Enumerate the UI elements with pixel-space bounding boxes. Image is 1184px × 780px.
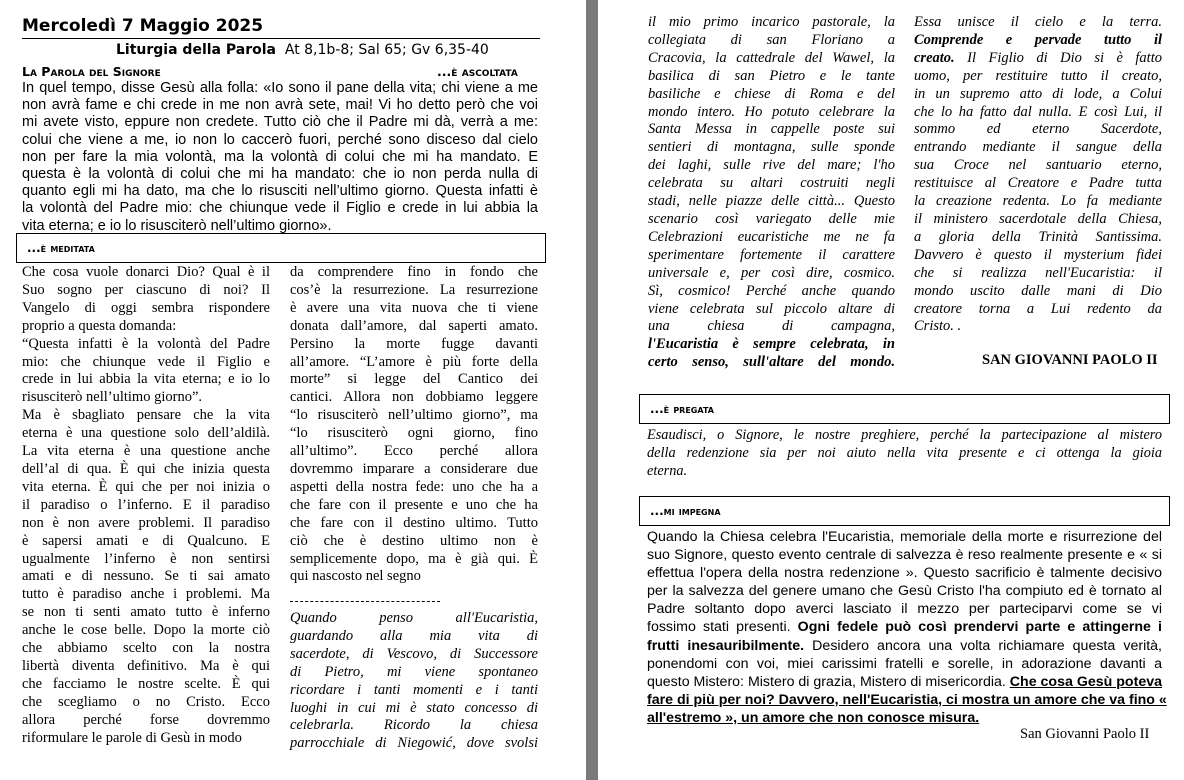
bold-phrase: frutti inesauribilmente. bbox=[647, 637, 805, 654]
meditation-line: aspetti della nostra fede: uno che ha a bbox=[290, 478, 538, 495]
gospel-line: la volontà del Padre mio: che chiunque vede il Figlio e crede in lui abbia la bbox=[22, 200, 538, 217]
meditation-line: che scegliamo o no Cristo. Ecco bbox=[22, 693, 270, 710]
underlined-phrase: all'estremo », un amore che non conosce misura. bbox=[647, 709, 980, 726]
meditation-line: allora perché forse dovremmo bbox=[22, 711, 270, 728]
meditation-line: “Questa infatti è la volontà del Padre bbox=[22, 335, 270, 352]
commitment-line bbox=[647, 691, 1167, 709]
commitment-signature: San Giovanni Paolo II bbox=[1020, 726, 1150, 742]
bold-phrase: Ogni fedele può così prendervi parte e attingerne i bbox=[797, 619, 1162, 636]
meditation-line: all’ultimo”. Ecco perché allora bbox=[290, 443, 538, 460]
commitment-line bbox=[647, 655, 1162, 673]
quote-line: creatore torna a Lui redento da bbox=[914, 300, 1162, 317]
meditation-line: eterna è una questione solo dell’aldilà. bbox=[22, 425, 270, 442]
meditation-line: che fare con il presente e uno che ha bbox=[290, 496, 538, 513]
gospel-line: vita eterna; e io lo risusciterò nell’ultimo giorno». bbox=[22, 217, 332, 234]
quote-line: Santa Messa in cappelle poste sui bbox=[648, 121, 895, 138]
quote-line: che si realizza nell'Eucaristia: il bbox=[914, 264, 1162, 281]
quote-line: in un supremo atto di lode, a Colui bbox=[914, 85, 1162, 102]
meditation-line: è avere una vita nuova che ti viene bbox=[290, 299, 538, 316]
meditation-line: il paradiso o l’inferno. E il paradiso bbox=[22, 496, 270, 513]
commitment-line bbox=[647, 618, 1162, 636]
meditation-line: “lo risusciterò ogni giorno, fino bbox=[290, 425, 538, 442]
quote-line: luoghi in cui mi è stato concesso di bbox=[290, 699, 538, 716]
meditation-line: anche le cose belle. Dopo la morte ciò bbox=[22, 622, 270, 639]
quote-line: la creazione redenta. Lo fa mediante bbox=[914, 193, 1162, 210]
pregata-label: ...è pregata bbox=[650, 402, 714, 416]
meditation-line: dovremmo imparare a considerare due bbox=[290, 460, 538, 477]
commitment-line bbox=[647, 637, 1162, 655]
quote-line: mondo uscito dalle mani di Dio bbox=[914, 282, 1162, 299]
quote-final-column bbox=[914, 14, 1162, 336]
meditation-line: proprio a questa domanda: bbox=[22, 317, 177, 334]
quote-line: Celebrazioni eucaristiche me ne fa bbox=[648, 228, 895, 245]
date-rule bbox=[22, 38, 540, 39]
meditation-line: se non ti senti amato tutto è inferno bbox=[22, 604, 270, 621]
quote-line: guardando alla mia vita di bbox=[290, 627, 538, 644]
quote-line: mondo intero. Ho potuto celebrare la bbox=[648, 103, 895, 120]
phrase: Padre soltanto dopo averci lasciato il mezzo per parteciparvi come se vi bbox=[647, 601, 1162, 618]
readings-reference: At 8,1b-8; Sal 65; Gv 6,35-40 bbox=[284, 42, 489, 58]
meditation-line: Suo sogno per ciascuno di noi? Il bbox=[22, 281, 270, 298]
gospel-line: quanto egli mi ha dato, ma che lo risusciti nell’ultimo giorno. Questa infatti è bbox=[22, 183, 538, 200]
quote-line: restituisce al Creatore e Padre tutta bbox=[914, 175, 1162, 192]
quote-line: a gloria della Trinità Santissima. bbox=[914, 228, 1162, 245]
meditation-line: cantici. Allora non dobbiamo leggere bbox=[290, 389, 538, 406]
quote-line: basiliche e chiese di Roma e del bbox=[648, 85, 895, 102]
quote-line: che lo ha fatto dal nulla. E così Lui, il bbox=[914, 103, 1162, 120]
quote-line: una chiesa di campagna, bbox=[648, 318, 895, 335]
quote-line: scenario così variegato delle mie bbox=[648, 210, 895, 227]
meditation-line: da comprendere fino in fondo che bbox=[290, 264, 538, 280]
meditation-line: amati e di nessuno. Se ti sai amato bbox=[22, 568, 270, 585]
quote-line: certo senso, sull'altare del mondo. bbox=[648, 354, 895, 371]
quote-line: collegiata di san Floriano a bbox=[648, 31, 895, 48]
commitment-line bbox=[647, 673, 1162, 691]
meditation-line: mio: che chiunque vede il Figlio e bbox=[22, 353, 270, 370]
meditation-line: morte” si legge del Cantico dei bbox=[290, 371, 538, 388]
meditation-line: vita eterna. È qui che per noi inizia o bbox=[22, 478, 270, 495]
gospel-line: non avrà fame e chi crede in me non avrà sete, mai! Vi ho detto però che voi bbox=[22, 97, 538, 114]
meditation-line: Vangelo di oggi sembra rispondere bbox=[22, 299, 270, 316]
meditation-line: donata dall’amore, dal saperti amato. bbox=[290, 317, 538, 334]
commitment-line bbox=[647, 546, 1162, 564]
quote-line: ricordare i tanti momenti e i tanti bbox=[290, 681, 538, 698]
impegna-label: ...mi impegna bbox=[650, 504, 721, 518]
quote-line: entrando mediante il sangue della bbox=[914, 139, 1162, 156]
bold-phrase: creato. bbox=[914, 49, 955, 66]
quote-column bbox=[290, 610, 538, 753]
date-heading: Mercoledì 7 Maggio 2025 bbox=[22, 16, 264, 36]
phrase: ponendomi con voi, miei carissimi fratelli e sorelle, in adorazione davanti a bbox=[647, 655, 1162, 672]
meditation-line: Persino la morte fugge davanti bbox=[290, 335, 538, 352]
phrase: suo Signore, questo evento centrale di salvezza è reso realmente presente e « si bbox=[647, 547, 1162, 564]
gospel-line: non per fare la mia volontà, ma la volontà di colui che mi ha mandato. E bbox=[22, 148, 538, 165]
phrase: fossimo stati presenti. bbox=[647, 619, 798, 636]
gospel-text bbox=[22, 80, 538, 235]
phrase: effettua l'opera della nostra redenzione ». Questo sacrificio è talmente decisivo bbox=[647, 565, 1162, 582]
quote-continuation-column bbox=[648, 14, 895, 372]
quote-separator bbox=[290, 601, 440, 602]
left-page bbox=[0, 0, 586, 780]
quote-line: dei laghi, sulle rive del mare; l'ho bbox=[648, 157, 895, 174]
quote-line: Cristo. . bbox=[914, 318, 962, 335]
quote-line: Quando penso all'Eucaristia, bbox=[290, 610, 538, 626]
meditation-line: riformulare le parole di Gesù in modo bbox=[22, 729, 242, 746]
meditation-line: Che cosa vuole donarci Dio? Qual è il bbox=[22, 264, 270, 280]
commitment-line bbox=[647, 600, 1162, 618]
meditation-line: ugualmente l’inferno è non sentirsi bbox=[22, 550, 270, 567]
gospel-line: questa è la volontà di colui che mi ha mandato: che io non perda nulla di bbox=[22, 166, 538, 183]
quote-line: celebrarla. Ricordo la chiesa bbox=[290, 717, 538, 734]
meditation-line: libertà diventa definitivo. Ma è qui bbox=[22, 657, 270, 674]
quote-line: stadi, nelle piazze delle città... Questo bbox=[648, 193, 895, 210]
underlined-phrase: fare di più per noi? Davvero, nell'Eucaristia, ci mostra un amore che va fino « bbox=[647, 691, 1167, 708]
phrase: Il Figlio di Dio si è fatto bbox=[954, 49, 1162, 66]
meditation-line: non è non avere problemi. Il paradiso bbox=[22, 514, 270, 531]
quote-line: sentieri di montagna, sulle sponde bbox=[648, 139, 895, 156]
gospel-line: colui che viene a me, io non lo caccerò fuori, perché sono disceso dal cielo bbox=[22, 131, 538, 148]
quote-line: il ministero sacerdotale della Chiesa, bbox=[914, 210, 1162, 227]
phrase: Desidero ancora una volta richiamare questa verità, bbox=[804, 637, 1162, 654]
quote-line: sommo ed eterno Sacerdote, bbox=[914, 121, 1162, 138]
pregata-box bbox=[639, 394, 1170, 424]
meditation-line: tutto è paradiso anche i problemi. Ma bbox=[22, 586, 270, 603]
quote-line: universale e, per così dire, cosmico. bbox=[648, 264, 895, 281]
meditation-line: “lo risusciterò nell’ultimo giorno”, ma bbox=[290, 407, 538, 424]
prayer-line: della redenzione sia per noi aiuto nella vita presente e ci ottenga la gioia bbox=[647, 445, 1162, 462]
quote-line: parrocchiale di Niegowić, dove svolsi bbox=[290, 735, 538, 752]
bold-phrase: Comprende e pervade tutto il bbox=[914, 31, 1162, 48]
quote-line: sperimentare fortemente il carattere bbox=[648, 246, 895, 263]
quote-line: di Pietro, mi viene spontaneo bbox=[290, 663, 538, 680]
quote-line: viene celebrata sul piccolo altare di bbox=[648, 300, 895, 317]
quote-line: celebrata su altari costruiti negli bbox=[648, 175, 895, 192]
quote-line: basilica di san Pietro e le tante bbox=[648, 67, 895, 84]
prayer-text bbox=[647, 426, 1162, 481]
meditation-line: Ma è sbagliato pensare che la vita bbox=[22, 407, 270, 424]
meditation-line: dell’al di qua. È qui che inizia questa bbox=[22, 460, 270, 477]
meditata-label: ...è meditata bbox=[27, 241, 95, 255]
meditation-column-1 bbox=[22, 264, 270, 747]
commitment-line bbox=[647, 709, 1162, 727]
phrase: questo Mistero: Mistero di grazia, Mistero di misericordia. bbox=[647, 673, 1010, 690]
quote-line: l'Eucaristia è sempre celebrata, in bbox=[648, 336, 895, 353]
commitment-text bbox=[647, 528, 1167, 727]
underlined-phrase: Che cosa Gesù poteva bbox=[1009, 673, 1162, 690]
meditation-line: ciò che è destino ultimo non è bbox=[290, 532, 538, 549]
impegna-box bbox=[639, 496, 1170, 526]
phrase: Quando la Chiesa celebra l'Eucaristia, memoriale della morte e risurrezione del bbox=[647, 529, 1162, 545]
meditation-line: qui nascosto nel segno bbox=[290, 568, 421, 585]
quote-line bbox=[914, 50, 1162, 68]
gospel-line: In quel tempo, disse Gesù alla folla: «Io sono il pane della vita; chi viene a me bbox=[22, 80, 538, 96]
quote-signature: SAN GIOVANNI PAOLO II bbox=[982, 352, 1158, 368]
meditation-line: semplicemente dopo, ma è già qui. È bbox=[290, 550, 538, 567]
quote-line: Essa unisce il cielo e la terra. bbox=[914, 14, 1162, 30]
quote-line: sua Croce nel santuario eterno, bbox=[914, 157, 1162, 174]
right-page bbox=[598, 0, 1184, 780]
page-gutter bbox=[586, 0, 598, 780]
parola-label: La Parola del Signore bbox=[22, 64, 161, 79]
ascoltata-label: ...è ascoltata bbox=[437, 64, 518, 79]
quote-line: Sì, cosmico! Perché anche quando bbox=[648, 282, 895, 299]
meditation-line: risusciterò nell’ultimo giorno”. bbox=[22, 389, 203, 406]
phrase: per la salvezza del genere umano che Gesù Cristo l'ha compiuto ed è tornato al bbox=[647, 583, 1162, 600]
prayer-line: Esaudisci, o Signore, le nostre preghiere, perché la partecipazione al mistero bbox=[647, 427, 1162, 443]
meditation-line: è sapersi amati e di Qualcuno. E bbox=[22, 532, 270, 549]
quote-line: Cracovia, la cattedrale del Wawel, la bbox=[648, 49, 895, 66]
meditata-box bbox=[16, 233, 546, 263]
prayer-line: eterna. bbox=[647, 463, 688, 480]
quote-line: Davvero è questo il mysterium fidei bbox=[914, 246, 1162, 263]
quote-line: uomo, per restituire tutto il creato, bbox=[914, 67, 1162, 84]
commitment-line bbox=[647, 528, 1162, 546]
commitment-line bbox=[647, 564, 1162, 582]
meditation-line: La vita eterna è una questione anche bbox=[22, 443, 270, 460]
meditation-line: che fare con il destino ultimo. Tutto bbox=[290, 514, 538, 531]
meditation-column-2 bbox=[290, 264, 538, 586]
meditation-line: che abbiamo scelto con la nostra bbox=[22, 640, 270, 657]
quote-line bbox=[914, 32, 1162, 50]
meditation-line: cos’è la resurrezione. La resurrezione bbox=[290, 281, 538, 298]
liturgy-heading bbox=[116, 42, 489, 58]
gospel-line: mi avete visto, eppure non credete. Tutto ciò che il Padre mi dà, verrà a me: bbox=[22, 114, 538, 131]
meditation-line: all’amore. “L’amore è più forte della bbox=[290, 353, 538, 370]
meditation-line: che facciamo le nostre scelte. È qui bbox=[22, 675, 270, 692]
meditation-line: crede in lui abbia la vita eterna; e io lo bbox=[22, 371, 270, 388]
quote-line: sacerdote, di Vescovo, di Successore bbox=[290, 645, 538, 662]
liturgy-title: Liturgia della Parola bbox=[116, 42, 276, 58]
commitment-line bbox=[647, 582, 1162, 600]
quote-line: il mio primo incarico pastorale, la bbox=[648, 14, 895, 30]
